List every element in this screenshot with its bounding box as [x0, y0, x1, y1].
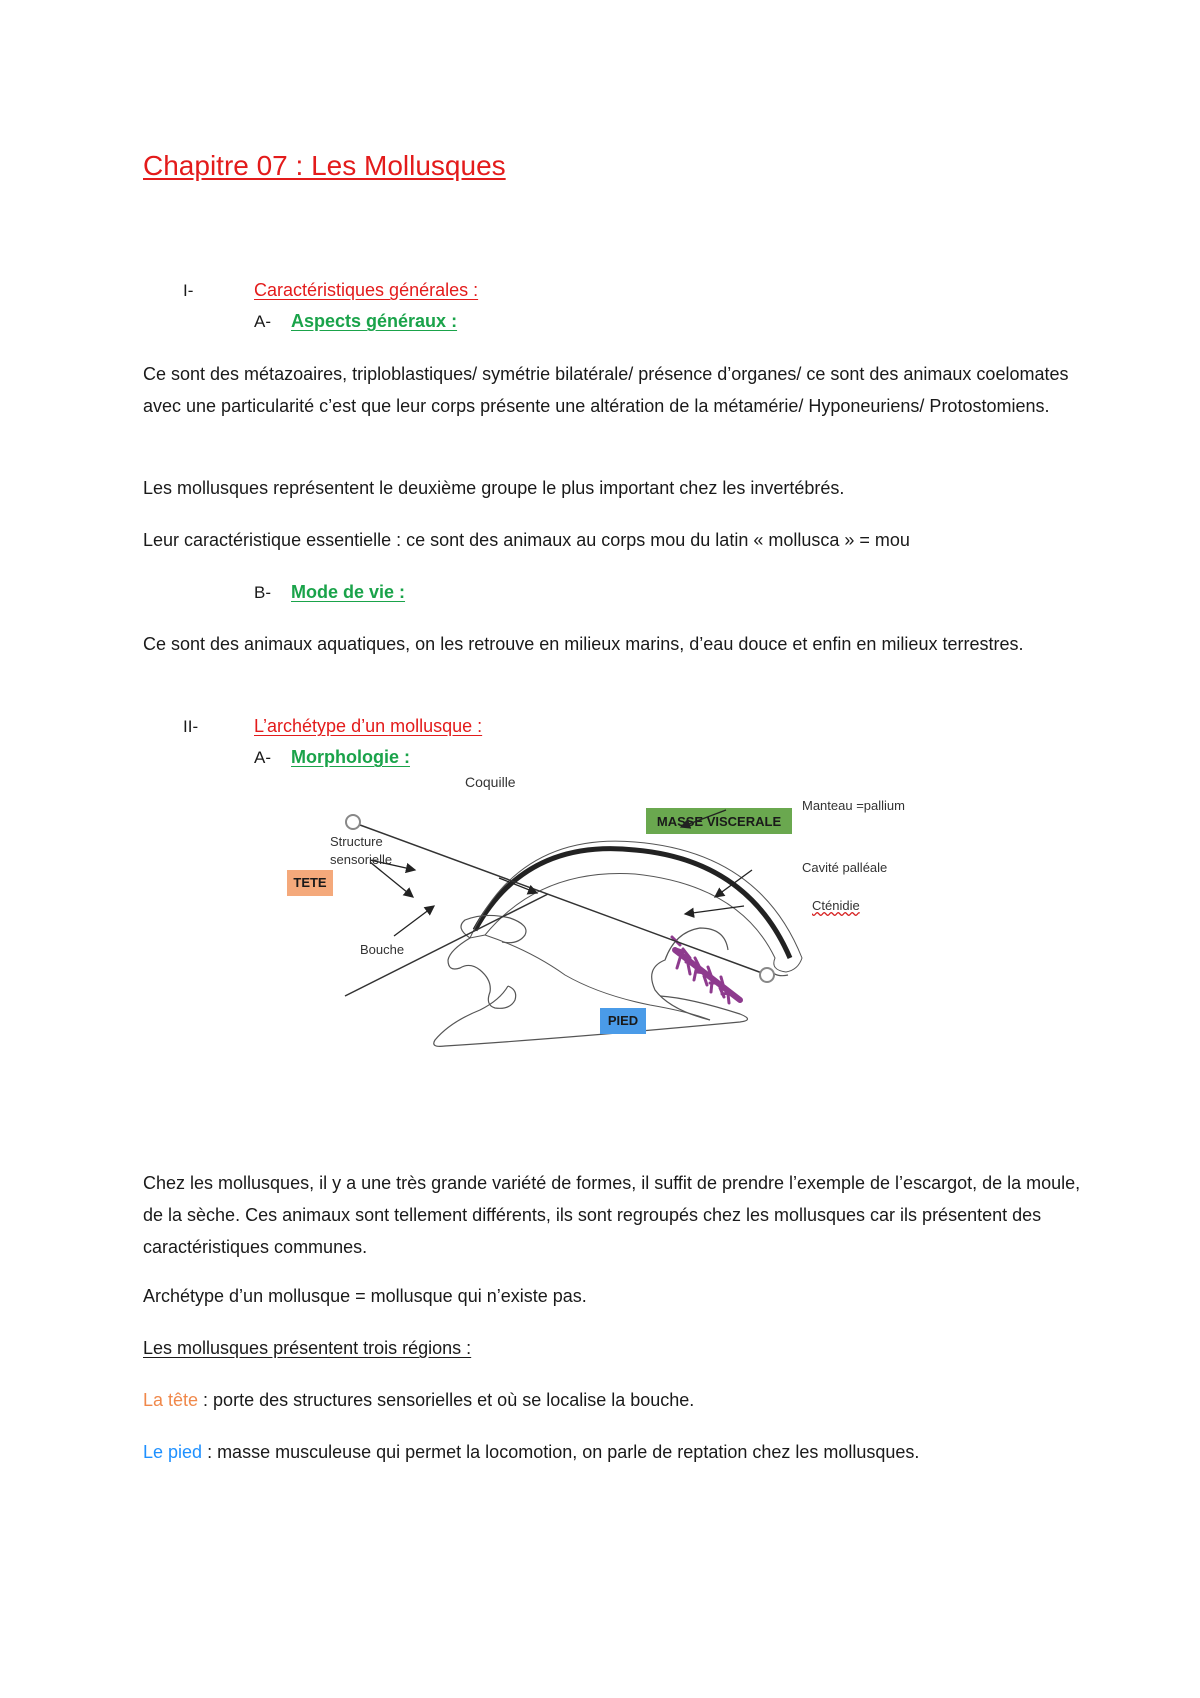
regions-heading: Les mollusques présentent trois régions : [143, 1338, 472, 1358]
region-tete-text: : porte des structures sensorielles et où se localise la bouche. [198, 1390, 695, 1410]
masse-viscerale-label: MASSE VISCERALE [656, 814, 782, 829]
section-2-number: II- [183, 717, 199, 736]
region-pied-term: Le pied [143, 1442, 203, 1462]
arrow-structure-2 [370, 862, 413, 897]
subsection-1b-number: B- [254, 583, 271, 602]
axis-line-main [360, 825, 762, 973]
label-coquille-text: Coquille [465, 774, 516, 790]
subsection-1a-heading: Aspects généraux : [291, 311, 458, 331]
ctenidium [672, 937, 740, 1003]
paragraph-variete: Chez les mollusques, il y a une très grande variété de formes, il suffit de prendre l’exemple de l’escargot, de la moule, de la sèche. Ces animaux sont tellement différents, ils sont regroupés chez les mollusques car ils présentent des caractéristiques communes. [143, 1173, 1081, 1257]
axis-circle-left [346, 815, 360, 829]
subsection-2a-heading: Morphologie : [291, 747, 410, 767]
pied-badge: PIED [600, 1008, 646, 1034]
region-pied-row [143, 1436, 1083, 1468]
head-mouth-region [448, 938, 516, 1008]
mantle-outline [470, 841, 802, 972]
subsection-1b-heading: Mode de vie : [291, 582, 406, 602]
paragraph-aspects-1: Ce sont des métazoaires, triploblastiques/ symétrie bilatérale/ présence d’organes/ ce sont des animaux coelomates avec une particularité c’est que leur corps présente une altération de la métamérie/ Hyponeuriens/ Protostomiens. [143, 364, 1069, 416]
arrow-bouche [394, 906, 434, 936]
label-bouche-text: Bouche [360, 942, 405, 957]
page-title: Chapitre 07 : Les Mollusques [143, 150, 506, 181]
region-tete-term: La tête [143, 1390, 199, 1410]
section-1-heading: Caractéristiques générales : [254, 280, 479, 300]
paragraph-aspects-3: Leur caractéristique essentielle : ce sont des animaux au corps mou du latin « mollusca » = mou [143, 530, 910, 550]
region-tete-row [143, 1384, 1083, 1416]
label-ctenidie-text: Cténidie [812, 898, 860, 913]
label-structure-line2: sensorielle [330, 852, 393, 867]
paragraph-aspects-2: Les mollusques représentent le deuxième groupe le plus important chez les invertébrés. [143, 478, 845, 498]
head-tentacle-upper [461, 915, 526, 942]
shell-outline [475, 849, 790, 958]
section-2-heading: L’archétype d’un mollusque : [254, 716, 483, 736]
mollusc-archetype-diagram [270, 774, 950, 1150]
label-manteau-text: Manteau =pallium [802, 798, 905, 813]
tete-badge: TETE [287, 870, 333, 896]
label-cavite-text: Cavité palléale [802, 860, 888, 875]
masse-viscerale-badge [646, 808, 792, 834]
axis-circle-right [760, 968, 774, 982]
region-pied-text: : masse musculeuse qui permet la locomotion, on parle de reptation chez les mollusques. [202, 1442, 920, 1462]
subsection-1a-number: A- [254, 312, 271, 331]
section-1-number: I- [183, 281, 194, 300]
paragraph-archetype: Archétype d’un mollusque = mollusque qui n’existe pas. [143, 1286, 587, 1306]
paragraph-mode-de-vie: Ce sont des animaux aquatiques, on les retrouve en milieux marins, d’eau douce et enfin en milieux terrestres. [143, 634, 1024, 654]
arrow-ctenidie [685, 906, 744, 914]
label-structure-line1: Structure [330, 834, 383, 849]
subsection-2a-number: A- [254, 748, 271, 767]
regions-heading-row [143, 1332, 1083, 1364]
